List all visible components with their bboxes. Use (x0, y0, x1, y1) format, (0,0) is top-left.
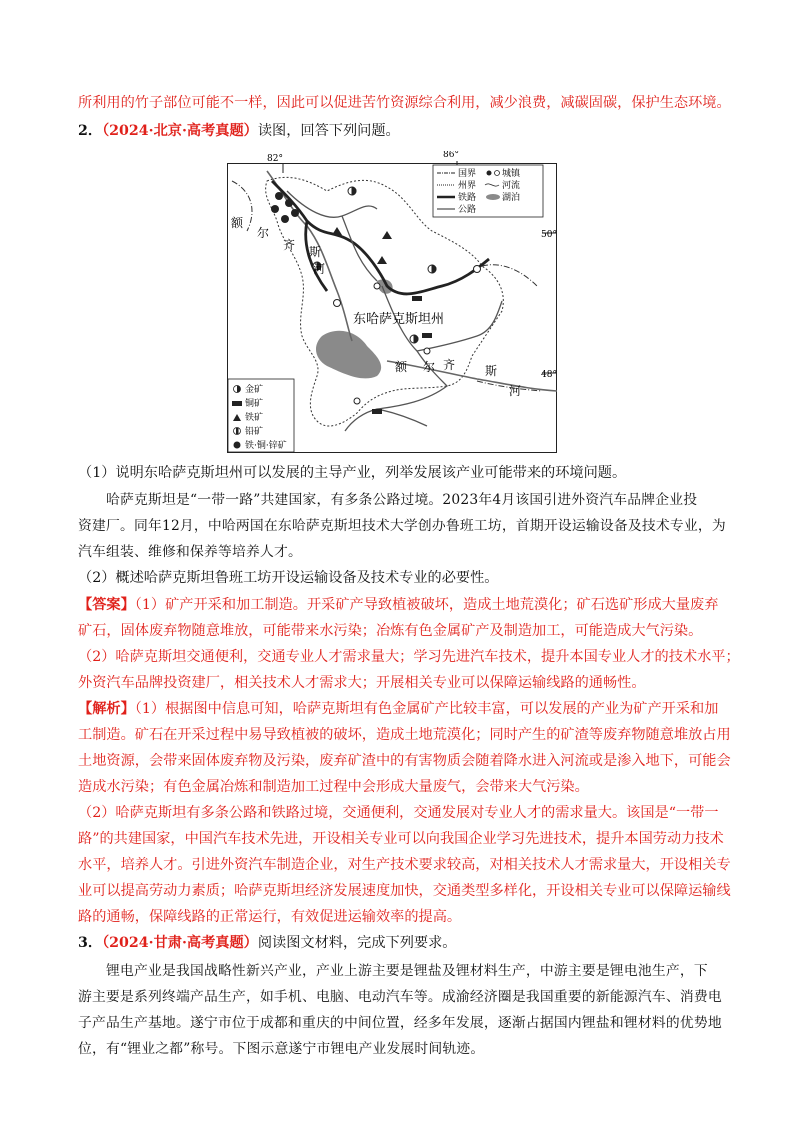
answer-text: （1）矿产开采和加工制造。开采矿产导致植被破坏，造成土地荒漠化；矿石选矿形成大量废弃 (134, 597, 719, 613)
answer-tag: 【答案】 (78, 597, 135, 613)
river-char: 齐 (443, 358, 456, 372)
river-char: 河 (509, 384, 522, 398)
question-3-heading (78, 933, 456, 953)
explanation-line: 水平，培养人才。引进外资汽车制造企业，对生产技术要求较高，对相关技术人才需求量大，开设相关专 (78, 857, 731, 873)
material-text: 游主要是系列终端产品生产，如手机、电脑、电动汽车等。成渝经济圈是我国重要的新能源汽车、消费电 (78, 989, 722, 1005)
question-number: 3． (78, 935, 103, 951)
legend-gonglu: 公路 (458, 205, 477, 215)
explanation-line: 工制造。矿石在开采过程中易导致植被的破坏，造成土地荒漠化；同时产生的矿渣等废弃物随意堆放占用 (78, 727, 731, 743)
explanation-text: （1）根据图中信息可知，哈萨克斯坦有色金属矿产比较丰富，可以发展的产业为矿产开采和加 (134, 701, 719, 717)
river-char: 斯 (309, 245, 322, 259)
explanation-line: 造成水污染；有色金属冶炼和制造加工过程中会形成大量废气，会带来大气污染。 (78, 779, 589, 795)
material-text: 位，有“锂业之都”称号。下图示意遂宁市锂电产业发展时间轨迹。 (78, 1041, 485, 1057)
material-text: 汽车组装、维修和保养等培养人才。 (78, 544, 302, 560)
river-char: 额 (231, 216, 244, 230)
question-source: （2024·北京·高考真题） (102, 123, 258, 139)
legend-iron-copper-zinc: 铁·铜·锌矿 (245, 441, 287, 451)
river-char: 河 (313, 262, 326, 276)
lon-label-82: 82° (267, 154, 283, 164)
river-char: 尔 (257, 226, 270, 240)
legend-iron: 铁矿 (245, 413, 264, 423)
kazakhstan-map (227, 151, 557, 453)
legend-copper: 铜矿 (245, 399, 264, 409)
explanation-line: （2）哈萨克斯坦有多条公路和铁路过境，交通便利，交通发展对专业人才的需求量大。该国是“一带一 (78, 805, 719, 821)
answer-line: 外资汽车品牌投资建厂，相关技术人才需求大；开展相关专业可以保障运输线路的通畅性。 (78, 675, 646, 691)
question-text: 读图，回答下列问题。 (257, 123, 400, 139)
lat-label-50: 50° (541, 230, 557, 240)
explanation-line: 路”的共建国家，中国汽车技术先进，开设相关专业可以向我国企业学习先进技术，提升本国劳动力技术 (78, 831, 724, 847)
legend-chengzhen: 城镇 (502, 169, 521, 179)
legend-heliu: 河流 (502, 181, 521, 191)
sub-question-1: （1）说明东哈萨克斯坦州可以发展的主导产业，列举发展该产业可能带来的环境问题。 (78, 465, 627, 481)
explanation-tag: 【解析】 (78, 701, 135, 717)
lat-label-48: 48° (541, 370, 557, 380)
explanation-line: 业可以提高劳动力素质；哈萨克斯坦经济发展速度加快，交通类型多样化，开设相关专业可以保障运输线 (78, 883, 731, 899)
legend-top (433, 165, 543, 217)
legend-hupo: 湖泊 (502, 193, 521, 203)
question-number: 2． (78, 123, 103, 139)
river-char: 额 (395, 360, 408, 374)
material-text: 资建厂。同年12月，中哈两国在东哈萨克斯坦技术大学创办鲁班工坊，首期开设运输设备及技术专业，为 (78, 518, 726, 534)
answer-line (78, 595, 718, 615)
explanation-line: 路的通畅，保障线路的正常运行，有效促进运输效率的提高。 (78, 909, 462, 925)
region-label: 东哈萨克斯坦州 (353, 312, 445, 327)
explanation-line: 土地资源，会带来固体废弃物及污染，废弃矿渣中的有害物质会随着降水进入河流或是渗入地下，可能会 (78, 753, 731, 769)
text-line: 所利用的竹子部位可能不一样，因此可以促进苦竹资源综合利用，减少浪费，减碳固碳，保护生态环境。 (78, 95, 731, 111)
answer-line: 矿石，固体废弃物随意堆放，可能带来水污染；冶炼有色金属矿产及制造加工，可能造成大气污染。 (78, 623, 703, 639)
material-text: 锂电产业是我国战略性新兴产业，产业上游主要是锂盐及锂材料生产，中游主要是锂电池生产，下 (106, 963, 708, 979)
legend-minerals (228, 379, 294, 452)
answer-line: （2）哈萨克斯坦交通便利，交通专业人才需求量大；学习先进汽车技术，提升本国专业人才的技术水平； (78, 649, 740, 665)
question-source: （2024·甘肃·高考真题） (102, 935, 258, 951)
question-text: 阅读图文材料，完成下列要求。 (257, 935, 457, 951)
legend-tielu: 铁路 (458, 193, 477, 203)
material-text: 子产品生产基地。遂宁市位于成都和重庆的中间位置，经多年发展，逐渐占据国内锂盐和锂材料的优势地 (78, 1015, 722, 1031)
river-char: 尔 (423, 360, 436, 374)
river-char: 齐 (283, 238, 296, 252)
legend-gold: 金矿 (245, 385, 264, 395)
sub-question-2: （2）概述哈萨克斯坦鲁班工坊开设运输设备及技术专业的必要性。 (78, 570, 499, 586)
lon-label-86: 86° (443, 151, 459, 160)
explanation-line (78, 699, 718, 719)
question-2-heading (78, 121, 400, 141)
material-text: 哈萨克斯坦是“一带一路”共建国家，有多条公路过境。2023年4月该国引进外资汽车品牌企业投 (106, 492, 698, 508)
river-char: 斯 (485, 364, 498, 378)
legend-lead: 铅矿 (245, 427, 264, 437)
legend-zhoujie: 州界 (458, 181, 477, 191)
legend-guojie: 国界 (458, 169, 477, 179)
